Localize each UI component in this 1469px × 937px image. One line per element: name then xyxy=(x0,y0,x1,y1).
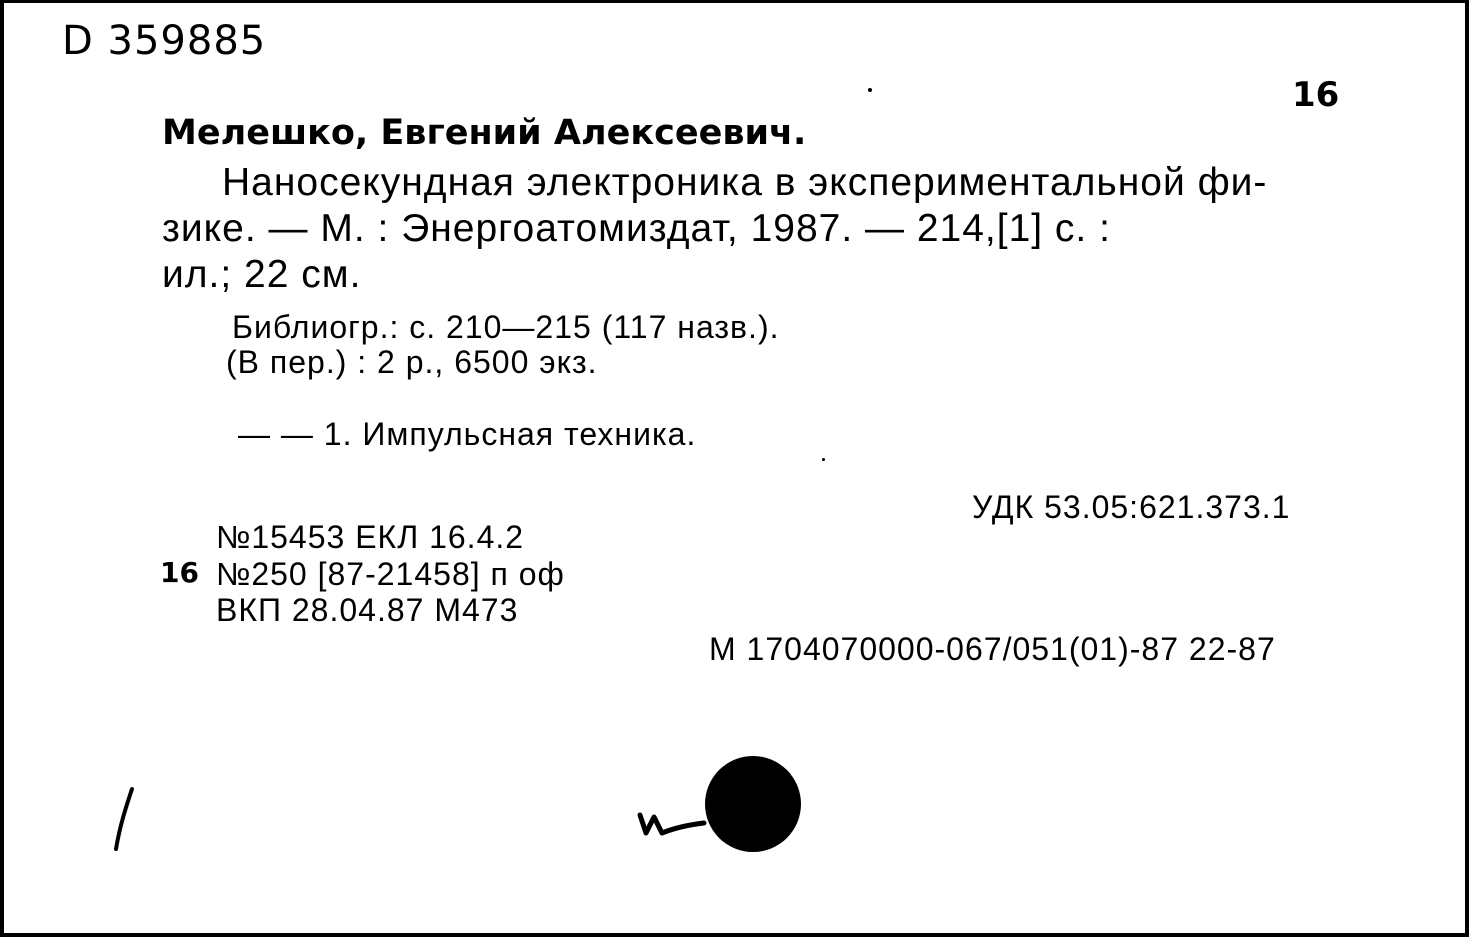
punched-hole xyxy=(702,753,804,855)
record-line-3: ВКП 28.04.87 М473 xyxy=(216,592,519,628)
subject-heading: — — 1. Импульсная техника. xyxy=(238,416,697,452)
record-prefix: 16 xyxy=(160,556,199,589)
bibliography-note: Библиогр.: с. 210—215 (117 назв.). xyxy=(232,309,780,345)
speck xyxy=(822,458,825,461)
catalog-card xyxy=(4,3,1465,933)
binding-price-note: (В пер.) : 2 р., 6500 экз. xyxy=(226,344,598,380)
card-number: D 359885 xyxy=(62,18,267,64)
record-line-2: №250 [87-21458] п оф xyxy=(216,556,565,592)
author-heading: Мелешко, Евгений Алексеевич. xyxy=(162,113,807,153)
title-line-2: зике. — М. : Энергоатомиздат, 1987. — 214,[1] с. : xyxy=(162,207,1111,250)
class-number: 16 xyxy=(1292,75,1340,115)
title-line-1: Наносекундная электроника в экспериментальной фи- xyxy=(222,161,1268,204)
record-line-1: №15453 ЕКЛ 16.4.2 xyxy=(216,519,525,555)
speck xyxy=(868,88,872,92)
classification-code: М 1704070000-067/051(01)-87 22-87 xyxy=(709,631,1276,667)
udk-code: УДК 53.05:621.373.1 xyxy=(972,489,1291,525)
handwritten-squiggle-mark xyxy=(632,803,712,843)
title-line-3: ил.; 22 см. xyxy=(162,253,362,296)
handwritten-slash-mark xyxy=(104,785,144,855)
